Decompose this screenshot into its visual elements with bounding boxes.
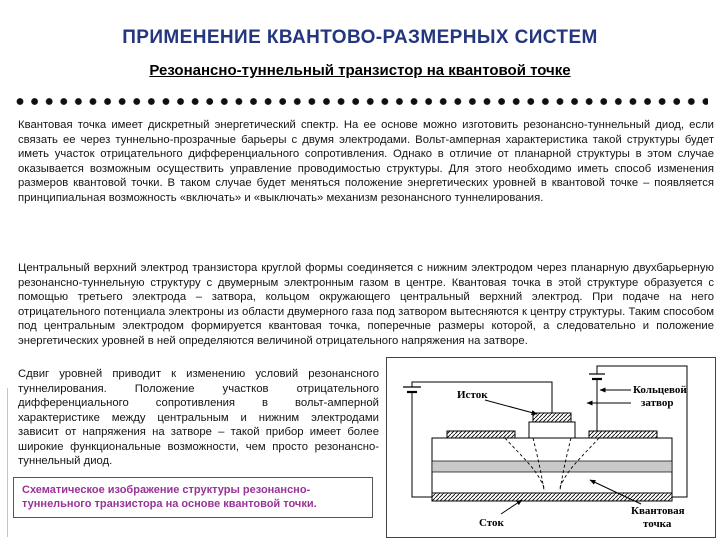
central-top-electrode bbox=[533, 413, 571, 422]
transistor-schematic-svg bbox=[387, 358, 715, 537]
two-deg-layer bbox=[432, 461, 672, 472]
source-label: Исток bbox=[457, 389, 488, 401]
figure-caption: Схематическое изображение структуры резонансно-туннельного транзистора на основе квантовой точки. bbox=[13, 477, 373, 518]
slide-title: ПРИМЕНЕНИЕ КВАНТОВО-РАЗМЕРНЫХ СИСТЕМ bbox=[122, 27, 598, 48]
ring-gate-label-line2: затвор bbox=[641, 397, 674, 409]
ring-gate-right bbox=[589, 431, 657, 438]
device-structure bbox=[432, 413, 672, 501]
quantum-dot-label-line2: точка bbox=[643, 518, 672, 530]
source-arrow bbox=[485, 400, 537, 414]
transistor-diagram bbox=[386, 357, 716, 538]
quantum-dot-label-line1: Квантовая bbox=[631, 505, 685, 517]
bottom-electrode bbox=[432, 493, 672, 501]
ring-gate-label-line1: Кольцевой bbox=[633, 384, 687, 396]
slide-subtitle: Резонансно-туннельный транзистор на квантовой точке bbox=[149, 62, 571, 79]
ring-gate-left bbox=[447, 431, 515, 438]
paragraph-quantum-dot-intro: Квантовая точка имеет дискретный энергетический спектр. На ее основе можно изготовить резонансно-туннельный диод, если связать ее через туннельно-прозрачные барьеры с двумя электродами. Вольт-амперная характеристика такой структуры будет иметь участок отрицательного дифференциального сопротивления. Однако в отличие от планарной структуры в этом случае оказывается возможным осуществить управление проводимостью структуры. Для этого необходимо иметь способ изменения размеров квантовой точки. В таком случае будет меняться положение энергетических уровней в квантовой точке – появляется принципиальная возможность «включать» и «выключать» механизм резонансного туннелирования. bbox=[18, 119, 714, 204]
left-edge-rule bbox=[7, 388, 8, 537]
paragraph-structure-description: Центральный верхний электрод транзистора круглой формы соединяется с нижним электродом через планарную двухбарьерную резонансно-туннельную структуру с двумерным электронным газом в центре. Квантовая точка в этой структуре образуется с помощью третьего электрода – затвора, кольцом окружающего центральный верхний электрод. При подаче на него отрицательного потенциала электроны из области двумерного газа под затвором вытесняются к центру структуры. Таким способом под центральным электродом формируется квантовая точка, поперечные размеры которой, а следовательно и положение энергетических уровней в ней определяются величиной отрицательного напряжения на затворе. bbox=[18, 262, 714, 347]
drain-arrow bbox=[501, 500, 522, 514]
paragraph-level-shift: Сдвиг уровней приводит к изменению условий резонансного туннелирования. Положение участков отрицательного дифференциального сопротивления в вольт-амперной характеристике между центральным и нижним электродами зависит от напряжения на затворе – такой прибор имеет более широкие функциональные возможности, чем просто резонансно-туннельный диод. bbox=[18, 368, 379, 467]
dotted-separator bbox=[16, 97, 708, 106]
central-mesa bbox=[529, 422, 575, 438]
drain-label: Сток bbox=[479, 517, 504, 529]
